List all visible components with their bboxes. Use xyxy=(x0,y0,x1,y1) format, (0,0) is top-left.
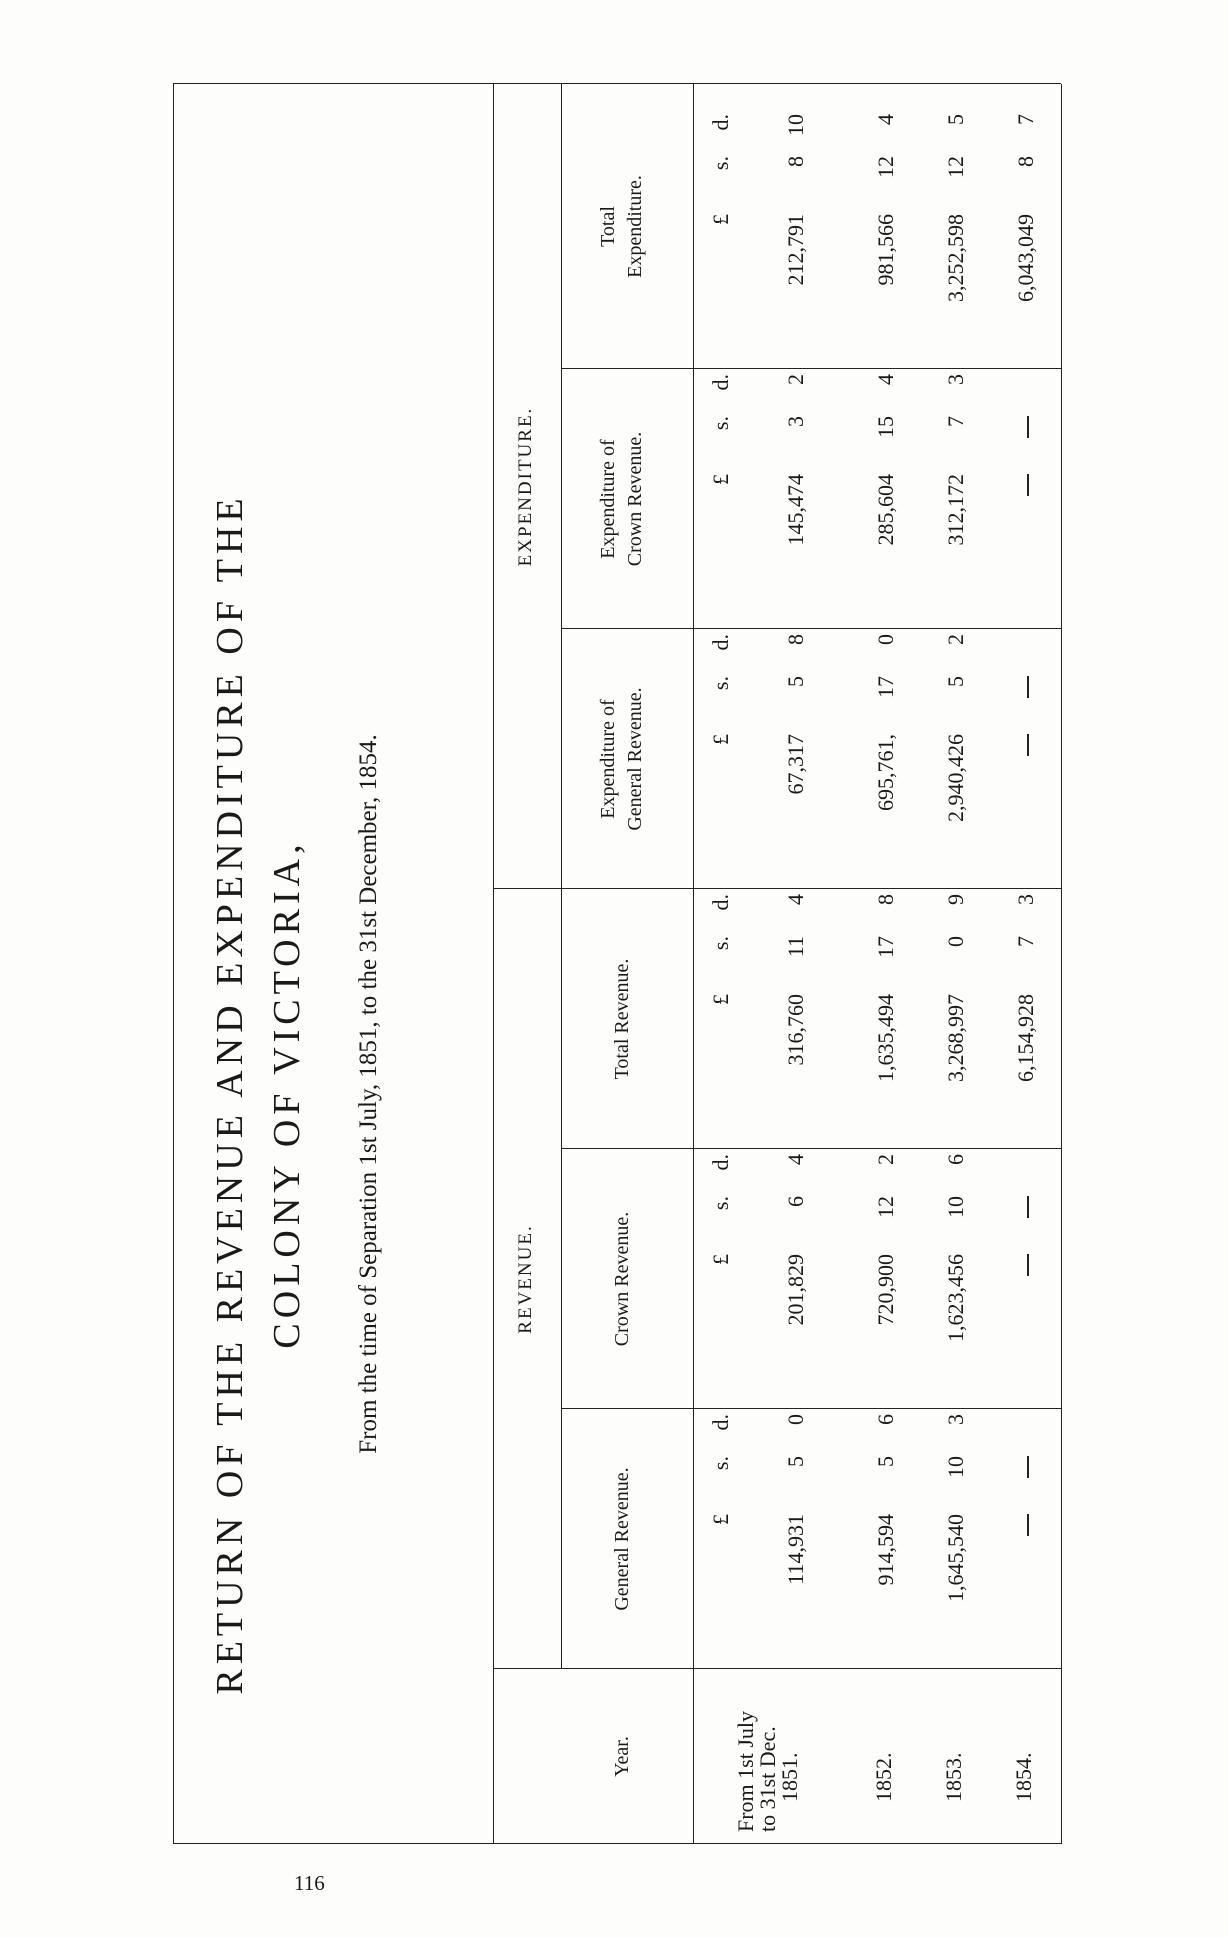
pence-value: 3 xyxy=(943,1414,968,1425)
pounds-value: 285,604 xyxy=(873,474,898,546)
header-exp-general: Expenditure of General Revenue. xyxy=(597,687,646,831)
title-divider xyxy=(493,84,494,1844)
pence-value: 3 xyxy=(1013,894,1038,905)
pence-value: 4 xyxy=(873,374,898,385)
header-row-bottom xyxy=(693,84,694,1844)
dash-mark xyxy=(1027,1514,1029,1536)
unit-labels-exp-crown xyxy=(708,374,734,624)
pence-value: 2 xyxy=(943,634,968,645)
shillings-value: 7 xyxy=(943,416,968,427)
unit-shillings: s. xyxy=(708,416,733,431)
dash-mark xyxy=(1027,416,1029,438)
pence-value: 6 xyxy=(943,1154,968,1165)
pounds-value: 914,594 xyxy=(873,1514,898,1586)
header-year: Year. xyxy=(610,1736,633,1777)
pence-value: 6 xyxy=(873,1414,898,1425)
shillings-value: 8 xyxy=(783,156,808,167)
table-cell-total-revenue xyxy=(1013,894,1039,1144)
table-cell-total-revenue xyxy=(783,894,809,1144)
pounds-value: 6,043,049 xyxy=(1013,214,1038,302)
table-cell-general-revenue xyxy=(783,1414,809,1664)
pence-value: 5 xyxy=(943,114,968,125)
header-exp-crown: Expenditure of Crown Revenue. xyxy=(597,431,646,567)
unit-pounds: £ xyxy=(708,214,733,225)
pounds-value: 201,829 xyxy=(783,1254,808,1326)
unit-labels-crown-revenue xyxy=(708,1154,734,1404)
pence-value: 0 xyxy=(873,634,898,645)
unit-labels-total-exp xyxy=(708,114,734,364)
expenditure-group-heading: EXPENDITURE. xyxy=(515,406,536,567)
table-cell-general-revenue xyxy=(943,1414,969,1664)
dash-mark xyxy=(1027,1196,1029,1218)
unit-pence: d. xyxy=(708,894,733,911)
year-line: 1854. xyxy=(1011,1752,1036,1802)
pounds-value: 3,268,997 xyxy=(943,994,968,1082)
pence-value xyxy=(1013,1414,1039,1456)
dash-mark xyxy=(1027,734,1029,756)
unit-pounds: £ xyxy=(708,474,733,485)
unit-labels-general-revenue xyxy=(708,1414,734,1664)
pence-value: 10 xyxy=(783,114,808,136)
shillings-value: 5 xyxy=(873,1456,898,1467)
pounds-value: 145,474 xyxy=(783,474,808,546)
unit-shillings: s. xyxy=(708,156,733,171)
shillings-value: 0 xyxy=(943,936,968,947)
table-cell-total-exp xyxy=(873,114,899,364)
page-number: 116 xyxy=(294,1871,325,1895)
shillings-value: 10 xyxy=(943,1456,968,1478)
pounds-value: 67,317 xyxy=(783,734,808,795)
group-divider xyxy=(493,888,561,889)
pence-value: 0 xyxy=(783,1414,808,1425)
pence-value: 8 xyxy=(873,894,898,905)
shillings-value: 7 xyxy=(1013,936,1038,947)
pence-value: 4 xyxy=(873,114,898,125)
dash-mark xyxy=(1027,1254,1029,1276)
table-cell-total-revenue xyxy=(943,894,969,1144)
pounds-value: 3,252,598 xyxy=(943,214,968,302)
header-total-expenditure: Total Expenditure. xyxy=(597,175,646,278)
shillings-value: 11 xyxy=(783,936,808,958)
shillings-value: 8 xyxy=(1013,156,1038,167)
pounds-value: 1,645,540 xyxy=(943,1514,968,1602)
table-cell-crown-revenue xyxy=(1013,1154,1039,1404)
shillings-value: 17 xyxy=(873,936,898,958)
table-cell-exp-crown xyxy=(943,374,969,624)
unit-pence: d. xyxy=(708,634,733,651)
unit-pounds: £ xyxy=(708,994,733,1005)
header-total-revenue: Total Revenue. xyxy=(610,958,633,1080)
table-cell-crown-revenue xyxy=(943,1154,969,1404)
unit-pence: d. xyxy=(708,1154,733,1171)
pence-value xyxy=(1013,374,1039,416)
pounds-value: 212,791 xyxy=(783,214,808,286)
pence-value xyxy=(1013,1154,1039,1196)
shillings-value: 5 xyxy=(943,676,968,687)
pence-value: 8 xyxy=(783,634,808,645)
shillings-value: 12 xyxy=(873,156,898,178)
year-line: 1852. xyxy=(871,1752,896,1802)
unit-pence: d. xyxy=(708,114,733,131)
rotated-table-page xyxy=(173,84,1061,1844)
header-crown-revenue: Crown Revenue. xyxy=(610,1211,633,1347)
unit-pounds: £ xyxy=(708,1254,733,1265)
pence-value: 9 xyxy=(943,894,968,905)
frame-top xyxy=(173,84,174,1844)
header-general-revenue: General Revenue. xyxy=(610,1467,633,1611)
table-cell-exp-general xyxy=(943,634,969,884)
table-cell-total-revenue xyxy=(873,894,899,1144)
year-line: 1851. xyxy=(777,1752,802,1802)
group-row-bottom xyxy=(561,84,562,1669)
unit-pounds: £ xyxy=(708,734,733,745)
pence-value: 2 xyxy=(783,374,808,385)
shillings-value: 6 xyxy=(783,1196,808,1207)
pounds-value: 695,761, xyxy=(873,734,898,811)
unit-shillings: s. xyxy=(708,1196,733,1211)
unit-shillings: s. xyxy=(708,936,733,951)
pounds-value: 720,900 xyxy=(873,1254,898,1326)
year-cell xyxy=(873,1753,895,1833)
dash-mark xyxy=(1027,474,1029,496)
revenue-group-heading: REVENUE. xyxy=(515,1224,536,1334)
shillings-value: 5 xyxy=(783,676,808,687)
shillings-value: 5 xyxy=(783,1456,808,1467)
table-cell-crown-revenue xyxy=(783,1154,809,1404)
unit-shillings: s. xyxy=(708,676,733,691)
pounds-value: 114,931 xyxy=(783,1514,808,1585)
year-line: 1853. xyxy=(941,1752,966,1802)
unit-shillings: s. xyxy=(708,1456,733,1471)
shillings-value: 10 xyxy=(943,1196,968,1218)
pence-value: 7 xyxy=(1013,114,1038,125)
shillings-value: 15 xyxy=(873,416,898,438)
year-cell xyxy=(943,1753,965,1833)
pounds-value: 1,635,494 xyxy=(873,994,898,1082)
shillings-value: 3 xyxy=(783,416,808,427)
document-title-line2: COLONY OF VICTORIA, xyxy=(266,839,308,1349)
unit-pence: d. xyxy=(708,374,733,391)
pence-value: 4 xyxy=(783,894,808,905)
table-cell-total-exp xyxy=(783,114,809,364)
table-cell-total-exp xyxy=(943,114,969,364)
pounds-value: 2,940,426 xyxy=(943,734,968,822)
year-cell xyxy=(735,1711,801,1832)
table-cell-general-revenue xyxy=(873,1414,899,1664)
pence-value: 4 xyxy=(783,1154,808,1165)
table-cell-exp-general xyxy=(783,634,809,884)
unit-pounds: £ xyxy=(708,1514,733,1525)
shillings-value: 12 xyxy=(873,1196,898,1218)
pence-value xyxy=(1013,634,1039,676)
year-line: From 1st July xyxy=(733,1710,758,1832)
unit-pence: d. xyxy=(708,1414,733,1431)
table-cell-exp-crown xyxy=(783,374,809,624)
table-cell-crown-revenue xyxy=(873,1154,899,1404)
pounds-value: 981,566 xyxy=(873,214,898,286)
pounds-value: 6,154,928 xyxy=(1013,994,1038,1082)
pounds-value: 316,760 xyxy=(783,994,808,1066)
shillings-value: 12 xyxy=(943,156,968,178)
pence-value: 2 xyxy=(873,1154,898,1165)
shillings-value: 17 xyxy=(873,676,898,698)
table-cell-exp-general xyxy=(1013,634,1039,884)
dash-mark xyxy=(1027,1456,1029,1478)
table-cell-general-revenue xyxy=(1013,1414,1039,1664)
frame-bottom xyxy=(1061,84,1062,1844)
unit-labels-exp-general xyxy=(708,634,734,884)
pounds-value: 1,623,456 xyxy=(943,1254,968,1342)
unit-labels-total-revenue xyxy=(708,894,734,1144)
pence-value: 3 xyxy=(943,374,968,385)
year-cell xyxy=(1013,1753,1035,1833)
table-cell-total-exp xyxy=(1013,114,1039,364)
table-cell-exp-crown xyxy=(1013,374,1039,624)
document-subtitle: From the time of Separation 1st July, 1851, to the 31st December, 1854. xyxy=(355,734,382,1454)
table-cell-exp-general xyxy=(873,634,899,884)
document-title-line1: RETURN OF THE REVENUE AND EXPENDITURE OF THE xyxy=(209,493,251,1695)
pounds-value: 312,172 xyxy=(943,474,968,546)
year-line: to 31st Dec. xyxy=(755,1726,780,1832)
table-cell-exp-crown xyxy=(873,374,899,624)
dash-mark xyxy=(1027,676,1029,698)
